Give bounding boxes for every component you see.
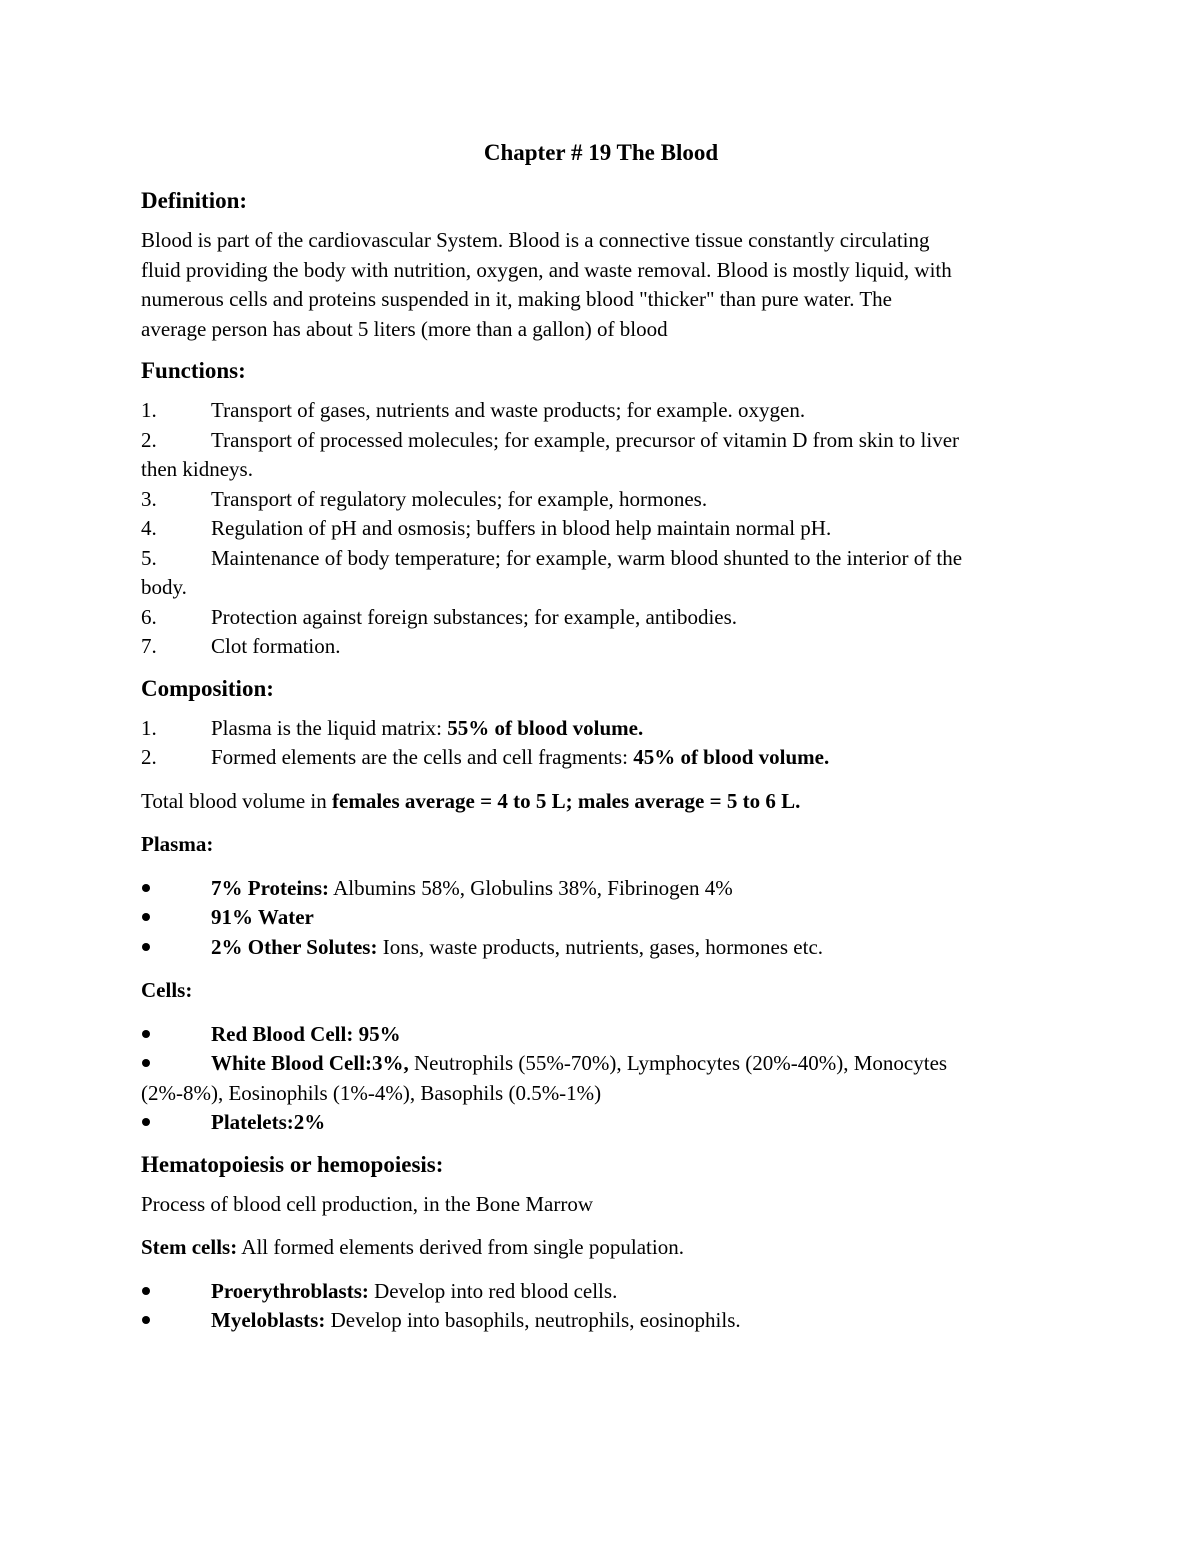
item-text: Transport of gases, nutrients and waste products; for example. oxygen.: [211, 398, 806, 422]
item-text: Plasma is the liquid matrix:: [211, 715, 448, 740]
item-text: Clot formation.: [211, 634, 341, 658]
item-bold: Red Blood Cell: 95%: [211, 1021, 401, 1046]
definition-line: fluid providing the body with nutrition, oxygen, and waste removal. Blood is mostly liquid, with: [141, 257, 952, 282]
total-prefix: Total blood volume in: [141, 788, 333, 813]
item-bold: 55% of blood volume.: [447, 715, 644, 740]
item-text: Regulation of pH and osmosis; buffers in blood help maintain normal pH.: [211, 516, 832, 540]
definition-line: numerous cells and proteins suspended in it, making blood "thicker" than pure water. The: [141, 287, 893, 311]
plasma-heading: Plasma:: [141, 832, 214, 856]
stem-cells-text: All formed elements derived from single population.: [237, 1235, 684, 1259]
item-bold: 91% Water: [211, 905, 314, 929]
item-bold: Platelets:2%: [211, 1110, 326, 1134]
item-text: Albumins 58%, Globulins 38%, Fibrinogen 4%: [329, 875, 733, 900]
cells-heading: Cells:: [141, 978, 193, 1002]
total-bold: females average = 4 to 5 L; males average = 5 to 6 L.: [332, 788, 801, 813]
item-text: Maintenance of body temperature; for example, warm blood shunted to the interior of the: [211, 545, 963, 570]
stem-cells-paragraph: [141, 1233, 1061, 1263]
item-text: Ions, waste products, nutrients, gases, hormones etc.: [377, 934, 824, 959]
plasma-list: [141, 874, 1061, 963]
item-text: Neutrophils (55%-70%), Lymphocytes (20%-40%), Monocytes: [408, 1051, 948, 1075]
stem-cells-list: [141, 1277, 1061, 1336]
item-text: Protection against foreign substances; for example, antibodies.: [211, 604, 738, 629]
bullet-icon: [141, 874, 211, 904]
list-item: [141, 1277, 1061, 1307]
item-bold: 7% Proteins:: [211, 875, 330, 900]
definition-line: average person has about 5 liters (more than a gallon) of blood: [141, 316, 668, 341]
list-item: [141, 1108, 1061, 1138]
bullet-icon: [141, 1020, 211, 1050]
definition-paragraph: [141, 226, 1061, 344]
document-page: [141, 140, 1061, 1350]
list-item: [141, 485, 1061, 515]
bullet-icon: [141, 933, 211, 963]
bullet-icon: [141, 1306, 211, 1336]
page-title: Chapter # 19 The Blood: [483, 140, 719, 165]
item-number: 6.: [141, 604, 157, 629]
item-bold: Proerythroblasts:: [211, 1278, 369, 1303]
item-number: 3.: [141, 486, 157, 511]
item-bold: 45% of blood volume.: [633, 745, 830, 769]
item-bold: 2% Other Solutes:: [211, 934, 378, 959]
list-item: [141, 544, 1061, 603]
definition-line: Blood is part of the cardiovascular System. Blood is a connective tissue constantly circulating: [141, 228, 930, 252]
item-number: 4.: [141, 516, 157, 540]
item-text-cont: then kidneys.: [141, 457, 253, 481]
list-item: [141, 1306, 1061, 1336]
functions-heading: Functions:: [141, 358, 246, 383]
item-text-cont: body.: [141, 575, 187, 599]
bullet-icon: [141, 903, 211, 933]
item-number: 1.: [141, 398, 157, 422]
list-item: [141, 514, 1061, 544]
item-number: 2.: [141, 427, 157, 452]
item-number: 1.: [141, 715, 157, 740]
item-text-cont: (2%-8%), Eosinophils (1%-4%), Basophils (0.5%-1%): [141, 1080, 602, 1105]
hematopoiesis-description: Process of blood cell production, in the Bone Marrow: [141, 1191, 593, 1216]
total-volume-paragraph: [141, 787, 1061, 817]
item-bold: Myeloblasts:: [211, 1308, 326, 1332]
hematopoiesis-heading: Hematopoiesis or hemopoiesis:: [141, 1151, 444, 1177]
item-text: Develop into red blood cells.: [368, 1278, 618, 1303]
list-item: [141, 603, 1061, 633]
list-item: [141, 714, 1061, 744]
stem-cells-label: Stem cells:: [141, 1235, 238, 1259]
list-item: [141, 426, 1061, 485]
list-item: [141, 743, 1061, 773]
list-item: [141, 632, 1061, 662]
composition-list: [141, 714, 1061, 773]
item-text: Transport of regulatory molecules; for example, hormones.: [211, 486, 708, 511]
functions-list: [141, 396, 1061, 662]
item-bold: White Blood Cell:3%,: [211, 1051, 409, 1075]
list-item: [141, 933, 1061, 963]
composition-heading: Composition:: [141, 675, 274, 701]
bullet-icon: [141, 1108, 211, 1138]
item-number: 7.: [141, 634, 157, 658]
list-item: [141, 874, 1061, 904]
list-item: [141, 1049, 1061, 1108]
item-text: Develop into basophils, neutrophils, eosinophils.: [325, 1308, 741, 1332]
item-number: 2.: [141, 745, 157, 769]
list-item: [141, 903, 1061, 933]
item-number: 5.: [141, 545, 157, 570]
bullet-icon: [141, 1277, 211, 1307]
cells-list: [141, 1020, 1061, 1138]
item-text: Formed elements are the cells and cell fragments:: [211, 745, 634, 769]
list-item: [141, 1020, 1061, 1050]
list-item: [141, 396, 1061, 426]
bullet-icon: [141, 1049, 211, 1079]
item-text: Transport of processed molecules; for example, precursor of vitamin D from skin to liver: [211, 427, 960, 452]
definition-heading: Definition:: [141, 188, 248, 213]
